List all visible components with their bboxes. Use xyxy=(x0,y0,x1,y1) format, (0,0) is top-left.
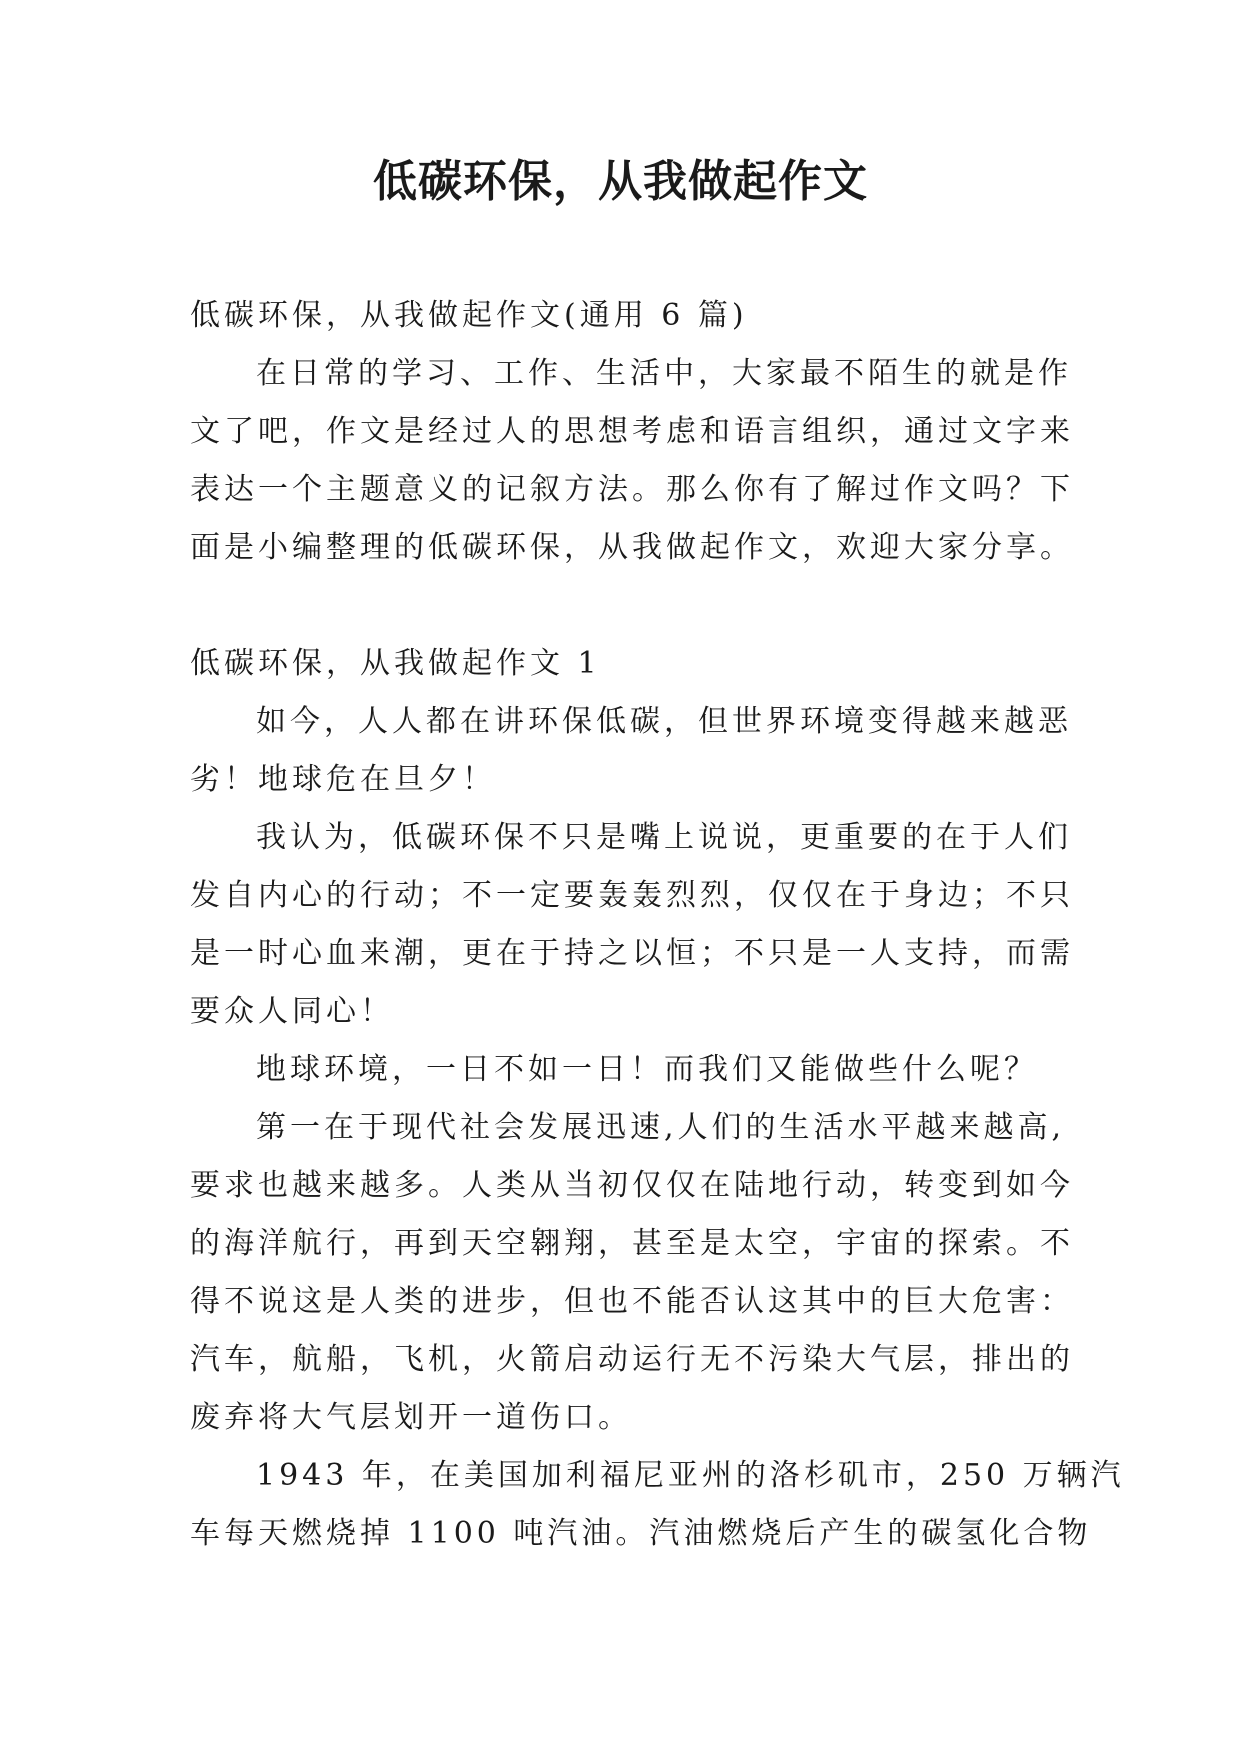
intro-line: 表达一个主题意义的记叙方法。那么你有了解过作文吗？下 xyxy=(190,472,1074,507)
document-body xyxy=(190,287,1125,1563)
intro-line: 面是小编整理的低碳环保，从我做起作文，欢迎大家分享。 xyxy=(190,530,1074,565)
document-subtitle: 低碳环保，从我做起作文(通用 6 篇) xyxy=(190,298,748,333)
document-title: 低碳环保，从我做起作文 xyxy=(373,156,868,207)
body-line: 第一在于现代社会发展迅速,人们的生活水平越来越高, xyxy=(256,1110,1066,1145)
body-line: 车每天燃烧掉 1100 吨汽油。汽油燃烧后产生的碳氢化合物 xyxy=(190,1516,1092,1551)
body-line: 地球环境，一日不如一日！而我们又能做些什么呢？ xyxy=(256,1052,1038,1087)
body-line: 我认为，低碳环保不只是嘴上说说，更重要的在于人们 xyxy=(256,820,1072,855)
body-line: 得不说这是人类的进步，但也不能否认这其中的巨大危害： xyxy=(190,1284,1074,1319)
body-line: 要求也越来越多。人类从当初仅仅在陆地行动，转变到如今 xyxy=(190,1168,1074,1203)
body-line: 是一时心血来潮，更在于持之以恒；不只是一人支持，而需 xyxy=(190,936,1074,971)
body-line: 的海洋航行，再到天空翱翔，甚至是太空，宇宙的探索。不 xyxy=(190,1226,1074,1261)
body-line: 废弃将大气层划开一道伤口。 xyxy=(190,1400,632,1435)
body-line: 劣！地球危在旦夕！ xyxy=(190,762,496,797)
section-heading: 低碳环保，从我做起作文 1 xyxy=(190,646,601,681)
paragraph-gap xyxy=(190,577,1050,635)
intro-line: 在日常的学习、工作、生活中，大家最不陌生的就是作 xyxy=(256,356,1072,391)
body-line: 1943 年，在美国加利福尼亚州的洛杉矶市，250 万辆汽 xyxy=(256,1458,1125,1493)
body-line: 汽车，航船，飞机，火箭启动运行无不污染大气层，排出的 xyxy=(190,1342,1074,1377)
body-line: 如今，人人都在讲环保低碳，但世界环境变得越来越恶 xyxy=(256,704,1072,739)
body-line: 发自内心的行动；不一定要轰轰烈烈，仅仅在于身边；不只 xyxy=(190,878,1074,913)
intro-line: 文了吧，作文是经过人的思想考虑和语言组织，通过文字来 xyxy=(190,414,1074,449)
body-line: 要众人同心！ xyxy=(190,994,394,1029)
